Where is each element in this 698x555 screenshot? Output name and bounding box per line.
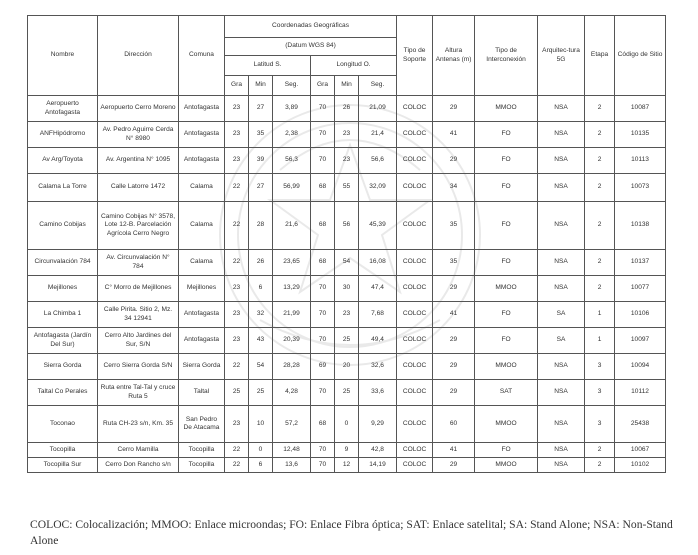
- cell-arquitectura: SA: [538, 302, 585, 328]
- cell-lat-min: 27: [249, 174, 273, 202]
- cell-comuna: Tocopilla: [179, 458, 225, 473]
- cell-arquitectura: NSA: [538, 96, 585, 122]
- cell-soporte: COLOC: [397, 443, 433, 458]
- cell-lat-gra: 23: [225, 96, 249, 122]
- cell-lat-gra: 22: [225, 458, 249, 473]
- cell-soporte: COLOC: [397, 302, 433, 328]
- header-lon-gra: Gra: [311, 76, 335, 96]
- cell-soporte: COLOC: [397, 148, 433, 174]
- cell-comuna: Antofagasta: [179, 302, 225, 328]
- cell-etapa: 3: [585, 380, 615, 406]
- cell-codigo: 10094: [615, 354, 666, 380]
- cell-lon-min: 9: [335, 443, 359, 458]
- cell-interconexion: SAT: [475, 380, 538, 406]
- cell-arquitectura: NSA: [538, 354, 585, 380]
- cell-lon-seg: 45,39: [359, 202, 397, 250]
- cell-comuna: Calama: [179, 250, 225, 276]
- cell-lat-seg: 4,28: [273, 380, 311, 406]
- cell-lon-gra: 70: [311, 276, 335, 302]
- cell-direccion: Cerro Alto Jardines del Sur, S/N: [98, 328, 179, 354]
- cell-direccion: Cerro Don Rancho s/n: [98, 458, 179, 473]
- cell-comuna: Mejillones: [179, 276, 225, 302]
- cell-altura: 29: [433, 96, 475, 122]
- cell-altura: 29: [433, 328, 475, 354]
- cell-lon-seg: 49,4: [359, 328, 397, 354]
- cell-interconexion: MMOO: [475, 354, 538, 380]
- cell-lon-seg: 7,68: [359, 302, 397, 328]
- table-row: [28, 148, 666, 174]
- header-longitud: Longitud O.: [311, 56, 397, 76]
- cell-direccion: Cerro Sierra Gorda S/N: [98, 354, 179, 380]
- cell-lat-gra: 22: [225, 174, 249, 202]
- cell-direccion: Ruta CH-23 s/n, Km. 35: [98, 406, 179, 443]
- cell-altura: 35: [433, 250, 475, 276]
- cell-lon-gra: 68: [311, 406, 335, 443]
- cell-lon-gra: 70: [311, 458, 335, 473]
- cell-altura: 29: [433, 148, 475, 174]
- cell-direccion: Av. Circunvalación N° 784: [98, 250, 179, 276]
- table-row: [28, 328, 666, 354]
- cell-direccion: Cerro Mamilla: [98, 443, 179, 458]
- cell-etapa: 2: [585, 276, 615, 302]
- cell-comuna: Tocopilla: [179, 443, 225, 458]
- cell-altura: 41: [433, 443, 475, 458]
- cell-soporte: COLOC: [397, 380, 433, 406]
- cell-altura: 29: [433, 354, 475, 380]
- cell-lat-min: 32: [249, 302, 273, 328]
- table-row: [28, 122, 666, 148]
- cell-lat-min: 25: [249, 380, 273, 406]
- cell-etapa: 3: [585, 354, 615, 380]
- cell-lat-seg: 57,2: [273, 406, 311, 443]
- cell-interconexion: MMOO: [475, 276, 538, 302]
- abbreviations-legend: COLOC: Colocalización; MMOO: Enlace microondas; FO: Enlace Fibra óptica; SAT: Enlace satelital; SA: Stand Alone; NSA: Non-Stand Alone: [30, 518, 673, 547]
- cell-lat-min: 6: [249, 458, 273, 473]
- header-tipo-soporte: Tipo de Soporte: [397, 16, 433, 96]
- header-lat-min: Min: [249, 76, 273, 96]
- cell-soporte: COLOC: [397, 202, 433, 250]
- cell-altura: 29: [433, 380, 475, 406]
- table-row: [28, 380, 666, 406]
- cell-lon-gra: 68: [311, 202, 335, 250]
- header-coordenadas: Coordenadas Geográficas: [225, 16, 397, 38]
- cell-soporte: COLOC: [397, 96, 433, 122]
- cell-nombre: Camino Cobijas: [28, 202, 98, 250]
- cell-nombre: ANFHipódromo: [28, 122, 98, 148]
- cell-lat-seg: 13,29: [273, 276, 311, 302]
- cell-comuna: Calama: [179, 174, 225, 202]
- cell-codigo: 10112: [615, 380, 666, 406]
- cell-codigo: 10077: [615, 276, 666, 302]
- cell-nombre: Av Arg/Toyota: [28, 148, 98, 174]
- cell-lon-min: 23: [335, 122, 359, 148]
- cell-soporte: COLOC: [397, 328, 433, 354]
- table-row: [28, 174, 666, 202]
- header-comuna: Comuna: [179, 16, 225, 96]
- cell-lon-seg: 47,4: [359, 276, 397, 302]
- cell-lat-min: 28: [249, 202, 273, 250]
- cell-lat-seg: 13,6: [273, 458, 311, 473]
- cell-etapa: 2: [585, 250, 615, 276]
- cell-lon-gra: 70: [311, 443, 335, 458]
- cell-codigo: 10113: [615, 148, 666, 174]
- cell-interconexion: MMOO: [475, 458, 538, 473]
- cell-altura: 29: [433, 276, 475, 302]
- cell-arquitectura: SA: [538, 328, 585, 354]
- header-lat-seg: Seg.: [273, 76, 311, 96]
- cell-altura: 60: [433, 406, 475, 443]
- cell-nombre: Tocopilla Sur: [28, 458, 98, 473]
- cell-codigo: 10135: [615, 122, 666, 148]
- cell-etapa: 3: [585, 406, 615, 443]
- cell-arquitectura: NSA: [538, 276, 585, 302]
- cell-comuna: Calama: [179, 202, 225, 250]
- header-tipo-interconexion: Tipo de Interconexión: [475, 16, 538, 96]
- cell-nombre: Taltal Co Perales: [28, 380, 98, 406]
- cell-arquitectura: NSA: [538, 174, 585, 202]
- cell-lat-seg: 20,39: [273, 328, 311, 354]
- cell-lat-gra: 22: [225, 354, 249, 380]
- header-arquitectura: Arquitec-tura 5G: [538, 16, 585, 96]
- cell-lat-seg: 56,99: [273, 174, 311, 202]
- cell-codigo: 25438: [615, 406, 666, 443]
- cell-lat-min: 6: [249, 276, 273, 302]
- cell-soporte: COLOC: [397, 122, 433, 148]
- cell-arquitectura: NSA: [538, 122, 585, 148]
- cell-lat-min: 39: [249, 148, 273, 174]
- cell-lon-gra: 70: [311, 380, 335, 406]
- cell-lat-gra: 23: [225, 328, 249, 354]
- cell-comuna: Antofagasta: [179, 328, 225, 354]
- cell-lon-min: 23: [335, 302, 359, 328]
- header-direccion: Dirección: [98, 16, 179, 96]
- table-row: [28, 276, 666, 302]
- table-row: [28, 96, 666, 122]
- header-altura-antenas: Altura Antenas (m): [433, 16, 475, 96]
- cell-interconexion: FO: [475, 443, 538, 458]
- cell-interconexion: MMOO: [475, 406, 538, 443]
- cell-etapa: 1: [585, 302, 615, 328]
- cell-etapa: 2: [585, 174, 615, 202]
- cell-interconexion: FO: [475, 328, 538, 354]
- cell-nombre: Antofagasta (Jardín Del Sur): [28, 328, 98, 354]
- cell-codigo: 10102: [615, 458, 666, 473]
- cell-lon-min: 20: [335, 354, 359, 380]
- cell-lat-min: 27: [249, 96, 273, 122]
- cell-lon-min: 12: [335, 458, 359, 473]
- cell-comuna: San Pedro De Atacama: [179, 406, 225, 443]
- header-etapa: Etapa: [585, 16, 615, 96]
- cell-codigo: 10087: [615, 96, 666, 122]
- cell-lat-gra: 22: [225, 250, 249, 276]
- cell-lat-seg: 12,48: [273, 443, 311, 458]
- cell-codigo: 10106: [615, 302, 666, 328]
- cell-interconexion: FO: [475, 122, 538, 148]
- cell-lon-seg: 9,29: [359, 406, 397, 443]
- cell-lat-min: 10: [249, 406, 273, 443]
- cell-lon-seg: 14,19: [359, 458, 397, 473]
- cell-lon-seg: 33,6: [359, 380, 397, 406]
- header-lat-gra: Gra: [225, 76, 249, 96]
- cell-etapa: 2: [585, 202, 615, 250]
- cell-soporte: COLOC: [397, 276, 433, 302]
- cell-lat-gra: 23: [225, 276, 249, 302]
- table-row: [28, 302, 666, 328]
- table-row: [28, 458, 666, 473]
- cell-lon-gra: 70: [311, 122, 335, 148]
- cell-lat-gra: 23: [225, 122, 249, 148]
- cell-lon-min: 25: [335, 328, 359, 354]
- cell-direccion: Camino Cobijas N° 3578, Lote 12-B. Parcelación Agrícola Cerro Negro: [98, 202, 179, 250]
- cell-arquitectura: NSA: [538, 250, 585, 276]
- cell-nombre: Aeropuerto Antofagasta: [28, 96, 98, 122]
- cell-arquitectura: NSA: [538, 202, 585, 250]
- cell-direccion: Av. Argentina N° 1095: [98, 148, 179, 174]
- cell-nombre: La Chimba 1: [28, 302, 98, 328]
- cell-lat-seg: 23,65: [273, 250, 311, 276]
- cell-interconexion: FO: [475, 302, 538, 328]
- cell-nombre: Sierra Gorda: [28, 354, 98, 380]
- cell-lat-seg: 21,99: [273, 302, 311, 328]
- cell-interconexion: MMOO: [475, 96, 538, 122]
- cell-interconexion: FO: [475, 148, 538, 174]
- cell-direccion: C° Morro de Mejillones: [98, 276, 179, 302]
- cell-altura: 34: [433, 174, 475, 202]
- cell-lon-seg: 16,08: [359, 250, 397, 276]
- cell-lon-min: 0: [335, 406, 359, 443]
- cell-soporte: COLOC: [397, 174, 433, 202]
- cell-nombre: Toconao: [28, 406, 98, 443]
- cell-lon-seg: 56,6: [359, 148, 397, 174]
- cell-direccion: Calle Latorre 1472: [98, 174, 179, 202]
- cell-lon-min: 56: [335, 202, 359, 250]
- cell-soporte: COLOC: [397, 458, 433, 473]
- cell-lon-min: 30: [335, 276, 359, 302]
- cell-interconexion: FO: [475, 250, 538, 276]
- cell-lat-seg: 56,3: [273, 148, 311, 174]
- cell-arquitectura: NSA: [538, 406, 585, 443]
- cell-lat-seg: 28,28: [273, 354, 311, 380]
- cell-lat-gra: 23: [225, 148, 249, 174]
- cell-codigo: 10097: [615, 328, 666, 354]
- cell-lat-min: 26: [249, 250, 273, 276]
- cell-lon-min: 25: [335, 380, 359, 406]
- cell-lon-gra: 69: [311, 354, 335, 380]
- cell-codigo: 10073: [615, 174, 666, 202]
- header-lon-seg: Seg.: [359, 76, 397, 96]
- cell-soporte: COLOC: [397, 354, 433, 380]
- cell-lat-gra: 22: [225, 443, 249, 458]
- cell-lat-seg: 3,89: [273, 96, 311, 122]
- cell-nombre: Mejillones: [28, 276, 98, 302]
- cell-lon-seg: 42,8: [359, 443, 397, 458]
- cell-direccion: Ruta entre Tal-Tal y cruce Ruta 5: [98, 380, 179, 406]
- cell-arquitectura: NSA: [538, 458, 585, 473]
- cell-etapa: 1: [585, 328, 615, 354]
- cell-etapa: 2: [585, 458, 615, 473]
- cell-lon-min: 55: [335, 174, 359, 202]
- cell-etapa: 2: [585, 148, 615, 174]
- cell-altura: 29: [433, 458, 475, 473]
- cell-interconexion: FO: [475, 202, 538, 250]
- cell-altura: 41: [433, 122, 475, 148]
- cell-comuna: Antofagasta: [179, 148, 225, 174]
- header-nombre: Nombre: [28, 16, 98, 96]
- table-row: [28, 354, 666, 380]
- cell-direccion: Av. Pedro Aguirre Cerda N° 8980: [98, 122, 179, 148]
- cell-direccion: Calle Pirita. Sitio 2, Mz. 34 12941: [98, 302, 179, 328]
- cell-lon-gra: 70: [311, 302, 335, 328]
- cell-etapa: 2: [585, 443, 615, 458]
- cell-lon-min: 26: [335, 96, 359, 122]
- cell-arquitectura: NSA: [538, 443, 585, 458]
- cell-lat-min: 43: [249, 328, 273, 354]
- cell-codigo: 10138: [615, 202, 666, 250]
- cell-lon-seg: 21,09: [359, 96, 397, 122]
- header-latitud: Latitud S.: [225, 56, 311, 76]
- cell-lon-gra: 70: [311, 328, 335, 354]
- cell-altura: 35: [433, 202, 475, 250]
- cell-etapa: 2: [585, 122, 615, 148]
- cell-lon-gra: 68: [311, 174, 335, 202]
- cell-lat-gra: 23: [225, 406, 249, 443]
- cell-lon-seg: 32,09: [359, 174, 397, 202]
- cell-lat-gra: 23: [225, 302, 249, 328]
- cell-lat-gra: 25: [225, 380, 249, 406]
- cell-nombre: Circunvalación 784: [28, 250, 98, 276]
- cell-comuna: Antofagasta: [179, 96, 225, 122]
- cell-lon-gra: 70: [311, 148, 335, 174]
- sites-table: [27, 15, 666, 473]
- cell-lat-seg: 21,6: [273, 202, 311, 250]
- cell-direccion: Aeropuerto Cerro Moreno: [98, 96, 179, 122]
- cell-lon-seg: 21,4: [359, 122, 397, 148]
- header-codigo-sitio: Código de Sitio: [615, 16, 666, 96]
- cell-lat-min: 35: [249, 122, 273, 148]
- cell-codigo: 10137: [615, 250, 666, 276]
- cell-lon-gra: 68: [311, 250, 335, 276]
- cell-etapa: 2: [585, 96, 615, 122]
- cell-lon-min: 54: [335, 250, 359, 276]
- cell-nombre: Tocopilla: [28, 443, 98, 458]
- cell-lat-gra: 22: [225, 202, 249, 250]
- cell-lon-gra: 70: [311, 96, 335, 122]
- table-row: [28, 443, 666, 458]
- cell-lon-min: 23: [335, 148, 359, 174]
- cell-lat-seg: 2,38: [273, 122, 311, 148]
- header-lon-min: Min: [335, 76, 359, 96]
- cell-lat-min: 54: [249, 354, 273, 380]
- cell-arquitectura: NSA: [538, 148, 585, 174]
- cell-comuna: Sierra Gorda: [179, 354, 225, 380]
- table-row: [28, 406, 666, 443]
- cell-interconexion: FO: [475, 174, 538, 202]
- cell-arquitectura: NSA: [538, 380, 585, 406]
- cell-soporte: COLOC: [397, 250, 433, 276]
- cell-codigo: 10067: [615, 443, 666, 458]
- cell-comuna: Antofagasta: [179, 122, 225, 148]
- cell-lon-seg: 32,6: [359, 354, 397, 380]
- cell-nombre: Calama La Torre: [28, 174, 98, 202]
- cell-soporte: COLOC: [397, 406, 433, 443]
- header-datum: (Datum WGS 84): [225, 38, 397, 56]
- table-row: [28, 202, 666, 250]
- cell-altura: 41: [433, 302, 475, 328]
- cell-comuna: Taltal: [179, 380, 225, 406]
- table-row: [28, 250, 666, 276]
- cell-lat-min: 0: [249, 443, 273, 458]
